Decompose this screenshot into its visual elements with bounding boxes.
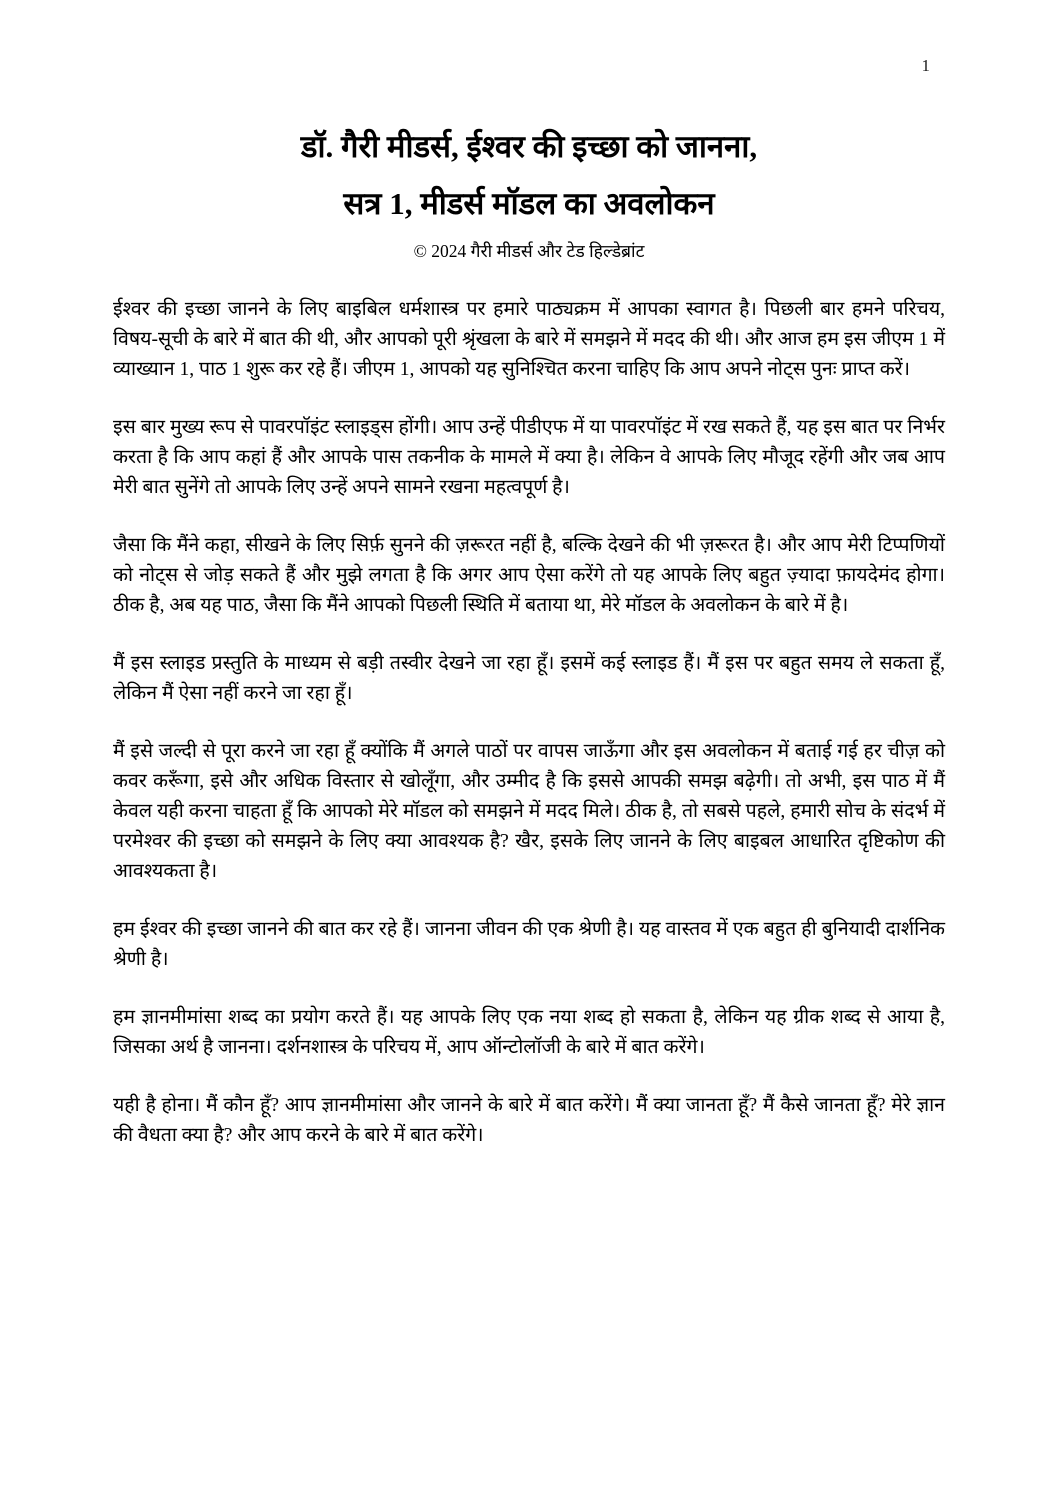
paragraph: इस बार मुख्य रूप से पावरपॉइंट स्लाइड्स होंगी। आप उन्हें पीडीएफ में या पावरपॉइंट में रख सकते हैं, यह इस बात पर निर्भर करता है कि आप कहां हैं और आपके पास तकनीक के मामले में क्या है। लेकिन वे आपके लिए मौजूद रहेंगी और जब आप मेरी बात सुनेंगे तो आपके लिए उन्हें अपने सामने रखना महत्वपूर्ण है।	[113, 417, 945, 499]
copyright-line: © 2024 गैरी मीडर्स और टेड हिल्डेब्रांट	[413, 240, 645, 261]
paragraph: मैं इसे जल्दी से पूरा करने जा रहा हूँ क्योंकि मैं अगले पाठों पर वापस जाऊँगा और इस अवलोकन में बताई गई हर चीज़ को कवर करूँगा, इसे और अधिक विस्तार से खोलूँगा, और उम्मीद है कि इससे आपकी समझ बढ़ेगी। तो अभी, इस पाठ में मैं केवल यही करना चाहता हूँ कि आपको मेरे मॉडल को समझने में मदद मिले। ठीक है, तो सबसे पहले, हमारी सोच के संदर्भ में परमेश्वर की इच्छा को समझने के लिए क्या आवश्यक है? खैर, इसके लिए जानने के लिए बाइबल आधारित दृष्टिकोण की आवश्यकता है।	[113, 741, 945, 883]
document-title	[100, 118, 958, 233]
title-line-1: डॉ. गैरी मीडर्स, ईश्वर की इच्छा को जानना,	[300, 129, 758, 164]
paragraph: मैं इस स्लाइड प्रस्तुति के माध्यम से बड़ी तस्वीर देखने जा रहा हूँ। इसमें कई स्लाइड हैं। मैं इस पर बहुत समय ले सकता हूँ, लेकिन मैं ऐसा नहीं करने जा रहा हूँ।	[113, 653, 945, 705]
page-number: 1	[921, 56, 930, 75]
paragraph: ईश्वर की इच्छा जानने के लिए बाइबिल धर्मशास्त्र पर हमारे पाठ्यक्रम में आपका स्वागत है। पिछली बार हमने परिचय, विषय-सूची के बारे में बात की थी, और आपको पूरी श्रृंखला के बारे में समझने में मदद की थी। और आज हम इस जीएम 1 में व्याख्यान 1, पाठ 1 शुरू कर रहे हैं। जीएम 1, आपको यह सुनिश्चित करना चाहिए कि आप अपने नोट्स पुनः प्राप्त करें।	[113, 299, 945, 381]
title-line-2: सत्र 1, मीडर्स मॉडल का अवलोकन	[343, 186, 715, 222]
document-body	[0, 295, 1058, 1151]
document-header	[0, 118, 1058, 263]
paragraph: यही है होना। मैं कौन हूँ? आप ज्ञानमीमांसा और जानने के बारे में बात करेंगे। मैं क्या जानता हूँ? मैं कैसे जानता हूँ? मेरे ज्ञान की वैधता क्या है? और आप करने के बारे में बात करेंगे।	[113, 1095, 945, 1147]
paragraph: जैसा कि मैंने कहा, सीखने के लिए सिर्फ़ सुनने की ज़रूरत नहीं है, बल्कि देखने की भी ज़रूरत है। और आप मेरी टिप्पणियों को नोट्स से जोड़ सकते हैं और मुझे लगता है कि अगर आप ऐसा करेंगे तो यह आपके लिए बहुत ज़्यादा फ़ायदेमंद होगा। ठीक है, अब यह पाठ, जैसा कि मैंने आपको पिछली स्थिति में बताया था, मेरे मॉडल के अवलोकन के बारे में है।	[113, 535, 945, 617]
paragraph: हम ईश्वर की इच्छा जानने की बात कर रहे हैं। जानना जीवन की एक श्रेणी है। यह वास्तव में एक बहुत ही बुनियादी दार्शनिक श्रेणी है।	[113, 919, 945, 971]
paragraph: हम ज्ञानमीमांसा शब्द का प्रयोग करते हैं। यह आपके लिए एक नया शब्द हो सकता है, लेकिन यह ग्रीक शब्द से आया है, जिसका अर्थ है जानना। दर्शनशास्त्र के परिचय में, आप ऑन्टोलॉजी के बारे में बात करेंगे।	[113, 1007, 945, 1059]
